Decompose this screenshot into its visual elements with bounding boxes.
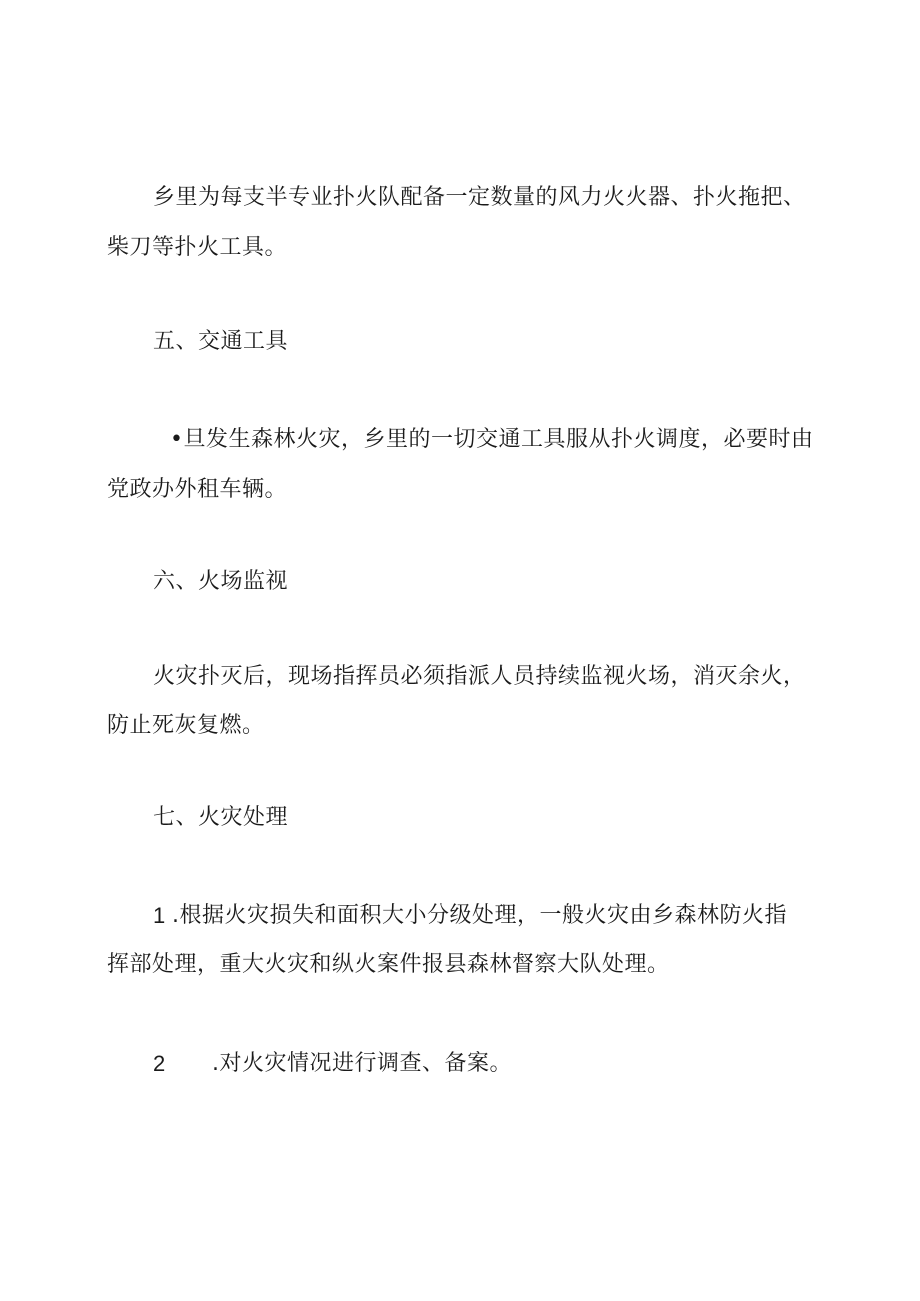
list-item-line: .根据火灾损失和面积大小分级处理，一般火灾由乡森林防火指 bbox=[172, 903, 787, 928]
paragraph-line: 党政办外租车辆。 bbox=[107, 477, 288, 502]
paragraph-line: •旦发生森林火灾，乡里的一切交通工具服从扑火调度，必要时由 bbox=[170, 427, 814, 452]
paragraph-line: 防止死灰复燃。 bbox=[107, 713, 265, 738]
list-item-number: 2 bbox=[153, 1051, 166, 1076]
paragraph-line: 乡里为每支半专业扑火队配备一定数量的风力火火器、扑火拖把、 bbox=[153, 185, 806, 210]
list-item-number: 1 bbox=[153, 903, 166, 928]
section-heading: 五、交通工具 bbox=[153, 329, 289, 354]
section-heading: 六、火场监视 bbox=[153, 569, 289, 594]
list-item-line: .对火灾情况进行调查、备案。 bbox=[212, 1051, 512, 1076]
paragraph-line: 火灾扑灭后，现场指挥员必须指派人员持续监视火场，消灭余火， bbox=[153, 664, 806, 689]
section-heading: 七、火灾处理 bbox=[153, 805, 289, 830]
paragraph-line: 柴刀等扑火工具。 bbox=[107, 235, 288, 260]
list-item-line: 挥部处理，重大火灾和纵火案件报县森林督察大队处理。 bbox=[107, 952, 670, 977]
